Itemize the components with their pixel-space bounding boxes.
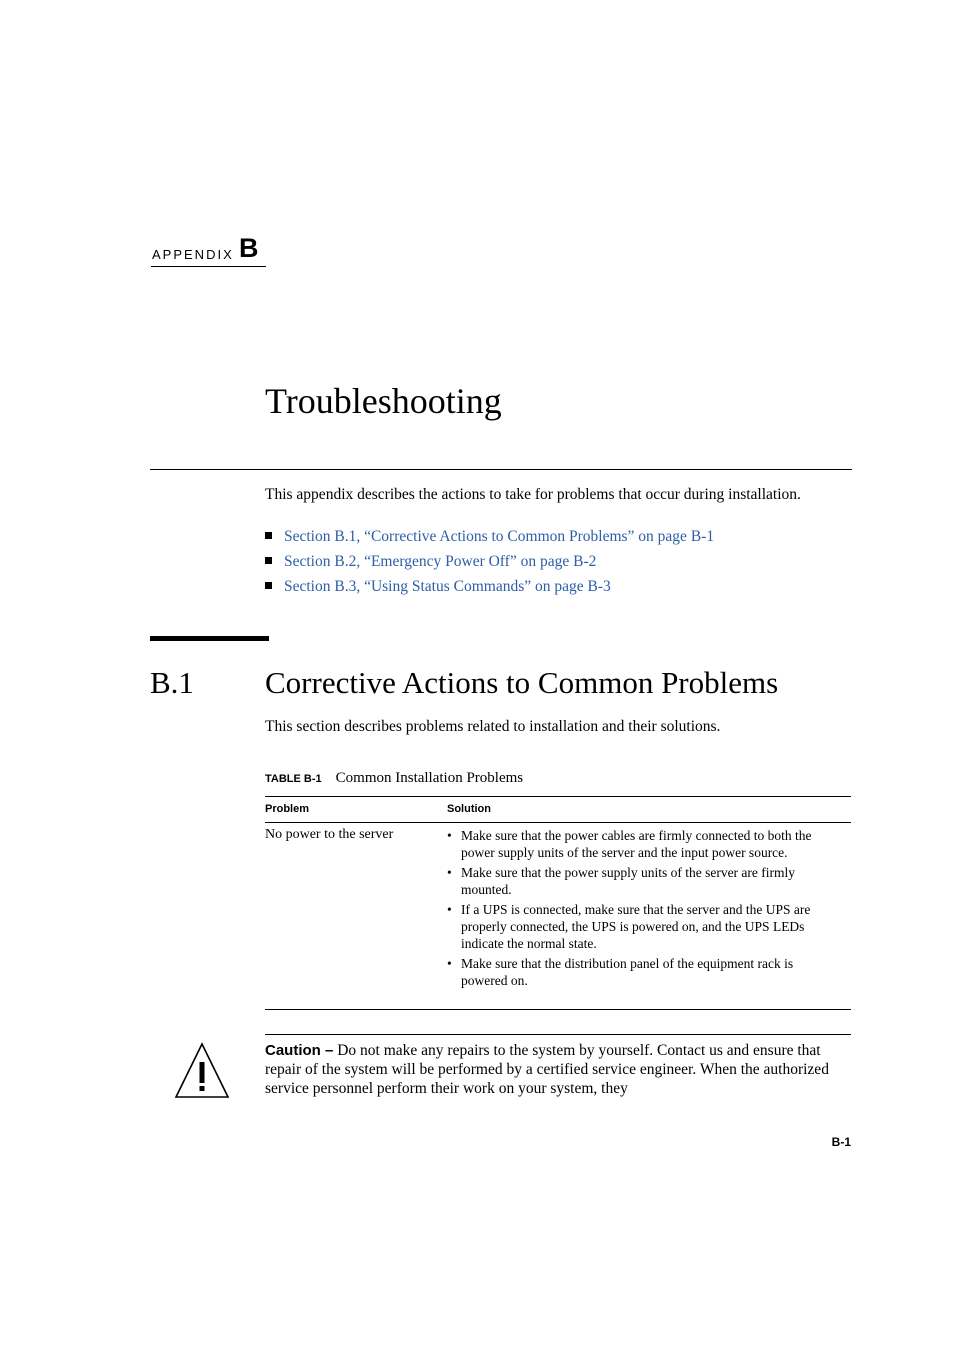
- intro-paragraph: This appendix describes the actions to take for problems that occur during installation.: [265, 486, 801, 503]
- appendix-word: APPENDIX: [152, 247, 234, 262]
- caution-label: Caution –: [265, 1042, 334, 1059]
- bullet-icon: •: [447, 956, 452, 971]
- table-cell-problem: No power to the server: [265, 827, 394, 842]
- bullet-icon: •: [447, 865, 452, 880]
- toc-item: [265, 553, 596, 571]
- table-caption-label: TABLE B-1: [265, 773, 322, 785]
- solution-item: [447, 901, 842, 952]
- toc-link-b3[interactable]: Section B.3, “Using Status Commands” on page B-3: [284, 578, 611, 595]
- toc-link-b2[interactable]: Section B.2, “Emergency Power Off” on page B-2: [284, 553, 597, 570]
- solution-text: If a UPS is connected, make sure that the server and the UPS are properly connected, the UPS is powered on, and the UPS LEDs indicate the normal state.: [461, 902, 811, 951]
- solution-item: [447, 955, 842, 989]
- solution-text: Make sure that the power cables are firmly connected to both the power supply units of the server and the input power source.: [461, 828, 812, 860]
- caution-top-rule: [265, 1034, 851, 1035]
- warning-triangle-icon: [174, 1042, 230, 1098]
- bullet-icon: •: [447, 828, 452, 843]
- solution-item: [447, 864, 842, 898]
- square-bullet-icon: [265, 557, 272, 564]
- section-number: B.1: [150, 665, 194, 700]
- table-header-solution: Solution: [447, 803, 491, 815]
- page-title: Troubleshooting: [265, 381, 502, 421]
- toc-link-b1[interactable]: Section B.1, “Corrective Actions to Common Problems” on page B-1: [284, 528, 715, 545]
- solution-item: [447, 827, 842, 861]
- section-description: This section describes problems related to installation and their solutions.: [265, 718, 721, 735]
- table-caption: [265, 769, 523, 787]
- bullet-icon: •: [447, 902, 452, 917]
- section-bar: [150, 636, 269, 641]
- table-header-problem: Problem: [265, 803, 310, 815]
- table-header-rule: [265, 822, 851, 823]
- caution-paragraph: [265, 1041, 851, 1098]
- page-number: B-1: [831, 1135, 851, 1149]
- table-bottom-rule: [265, 1009, 851, 1010]
- table-top-rule: [265, 796, 851, 797]
- appendix-label: [151, 233, 266, 267]
- toc-item: [265, 528, 714, 546]
- caution-body: Do not make any repairs to the system by yourself. Contact us and ensure that repair of the system will be performed by a certified service engineer. When the authorized service personnel perform their work on your system, they: [265, 1042, 829, 1097]
- toc-item: [265, 578, 611, 596]
- appendix-letter: B: [239, 233, 259, 263]
- solution-text: Make sure that the power supply units of the server are firmly mounted.: [461, 865, 796, 897]
- title-divider: [150, 469, 852, 470]
- square-bullet-icon: [265, 532, 272, 539]
- solution-text: Make sure that the distribution panel of the equipment rack is powered on.: [461, 956, 794, 988]
- table-caption-text: Common Installation Problems: [335, 770, 524, 786]
- section-title: Corrective Actions to Common Problems: [265, 665, 779, 700]
- square-bullet-icon: [265, 582, 272, 589]
- solution-list: [447, 827, 842, 992]
